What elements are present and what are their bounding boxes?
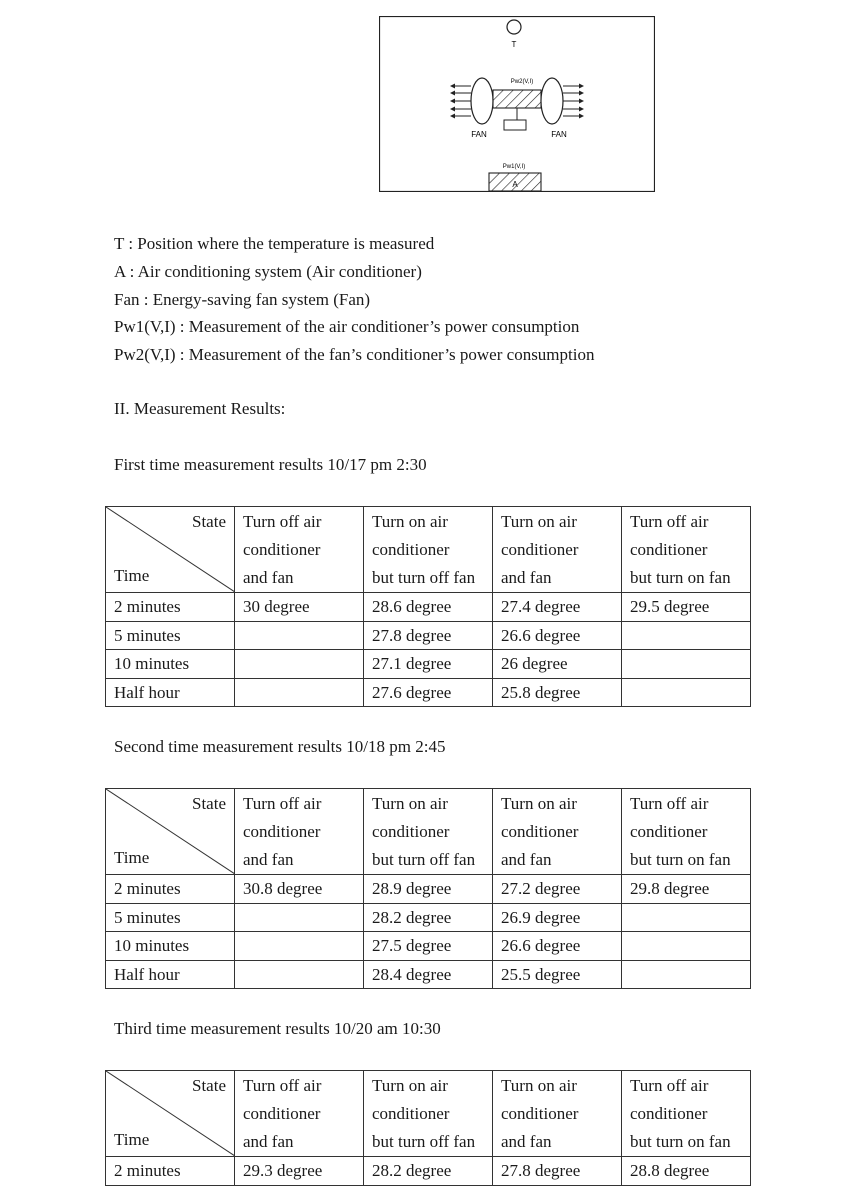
state-header: State (192, 794, 226, 813)
column-header: Turn on air conditioner and fan (493, 1071, 622, 1157)
value-cell: 27.8 degree (364, 621, 493, 650)
header-corner-cell (106, 789, 235, 875)
value-cell: 30.8 degree (235, 875, 364, 904)
measurement-table-3 (105, 1070, 751, 1186)
thermometer-label: T (511, 40, 517, 49)
value-cell (622, 960, 751, 989)
time-header: Time (114, 1130, 150, 1150)
value-cell: 29.8 degree (622, 875, 751, 904)
measurement-title: First time measurement results 10/17 pm 2:30 (114, 455, 427, 474)
state-header: State (192, 1076, 226, 1095)
table-row (106, 875, 751, 904)
value-cell (235, 903, 364, 932)
column-header: Turn on air conditioner and fan (493, 507, 622, 593)
value-cell: 26.6 degree (493, 621, 622, 650)
value-cell: 26.9 degree (493, 903, 622, 932)
ac-power-label: Pw1(V,I) (502, 164, 526, 170)
value-cell: 27.2 degree (493, 875, 622, 904)
measurement-table-1 (105, 506, 751, 707)
value-cell: 28.2 degree (364, 903, 493, 932)
value-cell (622, 650, 751, 679)
value-cell (622, 903, 751, 932)
value-cell: 29.3 degree (235, 1157, 364, 1186)
left-fan-icon (451, 78, 493, 124)
ac-label: A (512, 180, 518, 189)
section-title: II. Measurement Results: (114, 399, 286, 418)
value-cell (235, 621, 364, 650)
value-cell (235, 960, 364, 989)
table-row (106, 621, 751, 650)
table-row (106, 932, 751, 961)
value-cell (235, 932, 364, 961)
time-cell: 10 minutes (106, 650, 235, 679)
column-header: Turn on air conditioner but turn off fan (364, 1071, 493, 1157)
time-cell: 10 minutes (106, 932, 235, 961)
legend-item: A : Air conditioning system (Air conditioner) (114, 261, 422, 281)
fan-power-label: Pw2(V,I) (510, 79, 534, 85)
value-cell (622, 621, 751, 650)
time-header: Time (114, 848, 150, 868)
column-header: Turn off air conditioner but turn on fan (622, 507, 751, 593)
time-header: Time (114, 566, 150, 586)
column-header: Turn off air conditioner and fan (235, 1071, 364, 1157)
column-header: Turn off air conditioner and fan (235, 507, 364, 593)
legend-item: Fan : Energy-saving fan system (Fan) (114, 289, 371, 309)
value-cell: 28.8 degree (622, 1157, 751, 1186)
measurement-table-2 (105, 788, 751, 989)
measurement-title: Third time measurement results 10/20 am 10:30 (114, 1019, 441, 1038)
value-cell (622, 678, 751, 707)
column-header: Turn off air conditioner and fan (235, 789, 364, 875)
value-cell (235, 678, 364, 707)
time-cell: 5 minutes (106, 903, 235, 932)
column-header: Turn on air conditioner and fan (493, 789, 622, 875)
value-cell: 25.5 degree (493, 960, 622, 989)
column-header: Turn off air conditioner but turn on fan (622, 789, 751, 875)
fan-meter-box (504, 120, 526, 130)
header-corner-cell (106, 507, 235, 593)
value-cell: 28.2 degree (364, 1157, 493, 1186)
state-header: State (192, 512, 226, 531)
time-cell: 2 minutes (106, 875, 235, 904)
column-header: Turn on air conditioner but turn off fan (364, 789, 493, 875)
time-cell: 2 minutes (106, 1157, 235, 1186)
value-cell: 27.5 degree (364, 932, 493, 961)
thermometer-icon (507, 20, 521, 34)
table-row (106, 678, 751, 707)
value-cell: 28.4 degree (364, 960, 493, 989)
diagram-legend (114, 230, 594, 369)
column-header: Turn off air conditioner but turn on fan (622, 1071, 751, 1157)
table-row (106, 650, 751, 679)
room-diagram-svg (379, 16, 655, 192)
value-cell: 26 degree (493, 650, 622, 679)
legend-item: Pw1(V,I) : Measurement of the air conditioner’s power consumption (114, 317, 580, 337)
value-cell: 25.8 degree (493, 678, 622, 707)
right-fan-icon (541, 78, 583, 124)
value-cell: 27.8 degree (493, 1157, 622, 1186)
room-diagram (379, 16, 655, 192)
value-cell: 28.9 degree (364, 875, 493, 904)
table-row (106, 903, 751, 932)
value-cell: 27.4 degree (493, 593, 622, 622)
table-row (106, 1157, 751, 1186)
header-corner-cell (106, 1071, 235, 1157)
table-row (106, 960, 751, 989)
fan-connector-bar (493, 90, 541, 108)
time-cell: Half hour (106, 960, 235, 989)
value-cell (235, 650, 364, 679)
table-row (106, 593, 751, 622)
value-cell: 28.6 degree (364, 593, 493, 622)
value-cell: 26.6 degree (493, 932, 622, 961)
fan-left-label: FAN (471, 130, 487, 139)
value-cell (622, 932, 751, 961)
value-cell: 30 degree (235, 593, 364, 622)
time-cell: 2 minutes (106, 593, 235, 622)
measurement-title: Second time measurement results 10/18 pm 2:45 (114, 737, 446, 756)
fan-right-label: FAN (551, 130, 567, 139)
value-cell: 29.5 degree (622, 593, 751, 622)
legend-item: Pw2(V,I) : Measurement of the fan’s conditioner’s power consumption (114, 345, 595, 365)
value-cell: 27.6 degree (364, 678, 493, 707)
time-cell: 5 minutes (106, 621, 235, 650)
column-header: Turn on air conditioner but turn off fan (364, 507, 493, 593)
legend-item: T : Position where the temperature is measured (114, 234, 435, 253)
value-cell: 27.1 degree (364, 650, 493, 679)
time-cell: Half hour (106, 678, 235, 707)
